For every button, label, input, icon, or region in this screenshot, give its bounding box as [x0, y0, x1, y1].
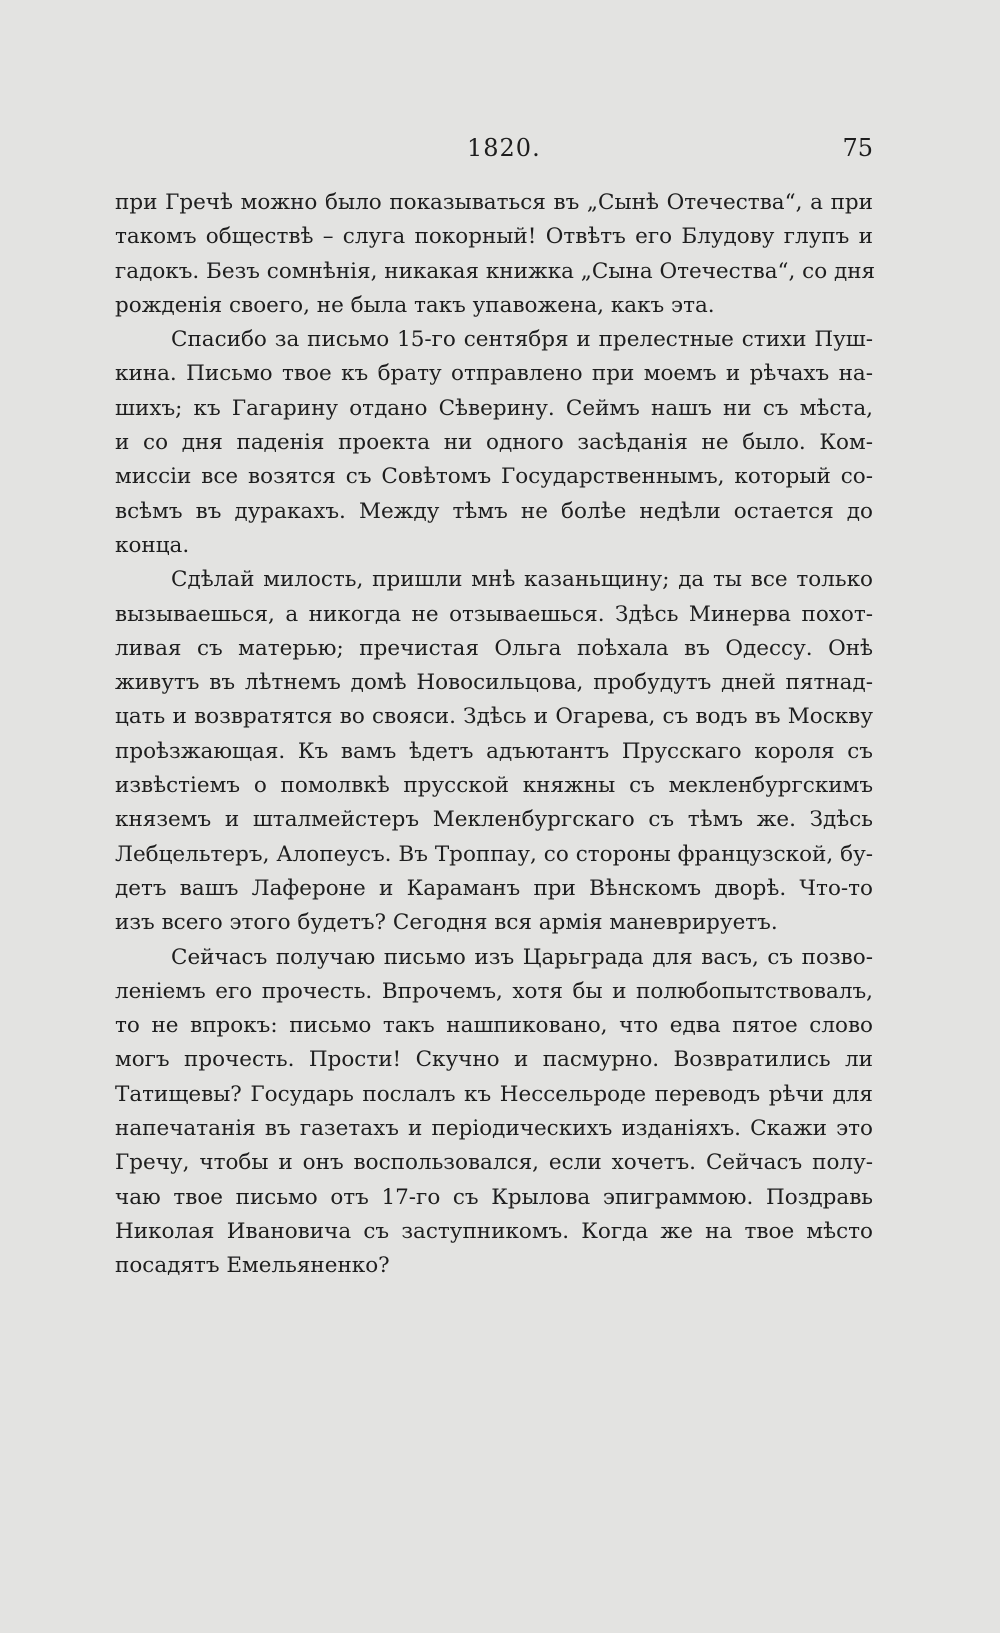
text-line: детъ вашъ Лафероне и Караманъ при Вѣнскомъ дворѣ. Что-то	[115, 875, 873, 901]
text-line: живутъ въ лѣтнемъ домѣ Новосильцова, пробудутъ дней пятнад-	[115, 670, 873, 696]
text-line: конца.	[115, 532, 190, 558]
running-head	[0, 134, 1000, 174]
page-number: 75	[842, 134, 873, 162]
text-line: Николая Ивановича съ заступникомъ. Когда же на твое мѣсто	[115, 1218, 873, 1244]
text-line: гадокъ. Безъ сомнѣнія, никакая книжка „Сына Отечества“, со дня	[115, 258, 876, 284]
page-year: 1820.	[467, 134, 541, 162]
text-line: посадятъ Емельяненко?	[115, 1253, 390, 1279]
paragraph-2	[115, 323, 873, 563]
text-line: Татищевы? Государь послалъ къ Нессельроде переводъ рѣчи для	[115, 1081, 873, 1107]
text-line: извѣстіемъ о помолвкѣ прусской княжны съ мекленбургскимъ	[115, 773, 873, 799]
text-line: миссіи все возятся съ Совѣтомъ Государственнымъ, который со-	[115, 464, 873, 490]
text-line: цать и возвратятся во свояси. Здѣсь и Огарева, съ водъ въ Москву	[115, 704, 873, 730]
text-line: шихъ; къ Гагарину отдано Сѣверину. Сеймъ нашъ ни съ мѣста,	[115, 395, 873, 421]
paragraph-4	[115, 941, 873, 1284]
text-line: ливая съ матерью; пречистая Ольга поѣхала въ Одессу. Онѣ	[115, 635, 873, 661]
body-text	[115, 186, 876, 1284]
text-line: могъ прочесть. Прости! Скучно и пасмурно. Возвратились ли	[115, 1047, 873, 1073]
text-line: при Гречѣ можно было показываться въ „Сынѣ Отечества“, а при	[115, 190, 873, 215]
text-line: Спасибо за письмо 15-го сентября и прелестные стихи Пуш-	[171, 327, 873, 353]
text-line: Лебцельтеръ, Алопеусъ. Въ Троппау, со стороны французской, бу-	[115, 841, 873, 867]
text-line: проѣзжающая. Къ вамъ ѣдетъ адъютантъ Прусскаго короля съ	[115, 738, 873, 764]
text-line: Сдѣлай милость, пришли мнѣ казаньщину; да ты все только	[171, 567, 873, 593]
text-line: всѣмъ въ дуракахъ. Между тѣмъ не болѣе недѣли остается до	[115, 498, 873, 524]
paragraph-3	[115, 563, 873, 940]
text-line: рожденія своего, не была такъ упавожена, какъ эта.	[115, 292, 715, 318]
text-line: такомъ обществѣ – слуга покорный! Отвѣтъ его Блудову глупъ и	[115, 224, 873, 250]
text-line: княземъ и шталмейстеръ Мекленбургскаго съ тѣмъ же. Здѣсь	[115, 807, 873, 833]
text-line: и со дня паденія проекта ни одного засѣданія не было. Ком-	[115, 430, 873, 456]
text-line: кина. Письмо твое къ брату отправлено при моемъ и рѣчахъ на-	[115, 361, 873, 387]
paragraph-1	[115, 186, 876, 323]
text-line: вызываешься, а никогда не отзываешься. Здѣсь Минерва похот-	[115, 601, 873, 627]
text-line: напечатанія въ газетахъ и періодическихъ изданіяхъ. Скажи это	[115, 1116, 873, 1142]
text-line: Сейчасъ получаю письмо изъ Царьграда для васъ, съ позво-	[171, 944, 873, 970]
text-line: то не впрокъ: письмо такъ нашпиковано, что едва пятое слово	[115, 1013, 873, 1039]
text-line: изъ всего этого будетъ? Сегодня вся армія маневрируетъ.	[115, 910, 778, 936]
text-line: чаю твое письмо отъ 17-го съ Крылова эпиграммою. Поздравь	[115, 1184, 873, 1210]
text-line: леніемъ его прочесть. Впрочемъ, хотя бы и полюбопытствовалъ,	[115, 978, 873, 1004]
text-line: Гречу, чтобы и онъ воспользовался, если хочетъ. Сейчасъ полу-	[115, 1150, 873, 1176]
